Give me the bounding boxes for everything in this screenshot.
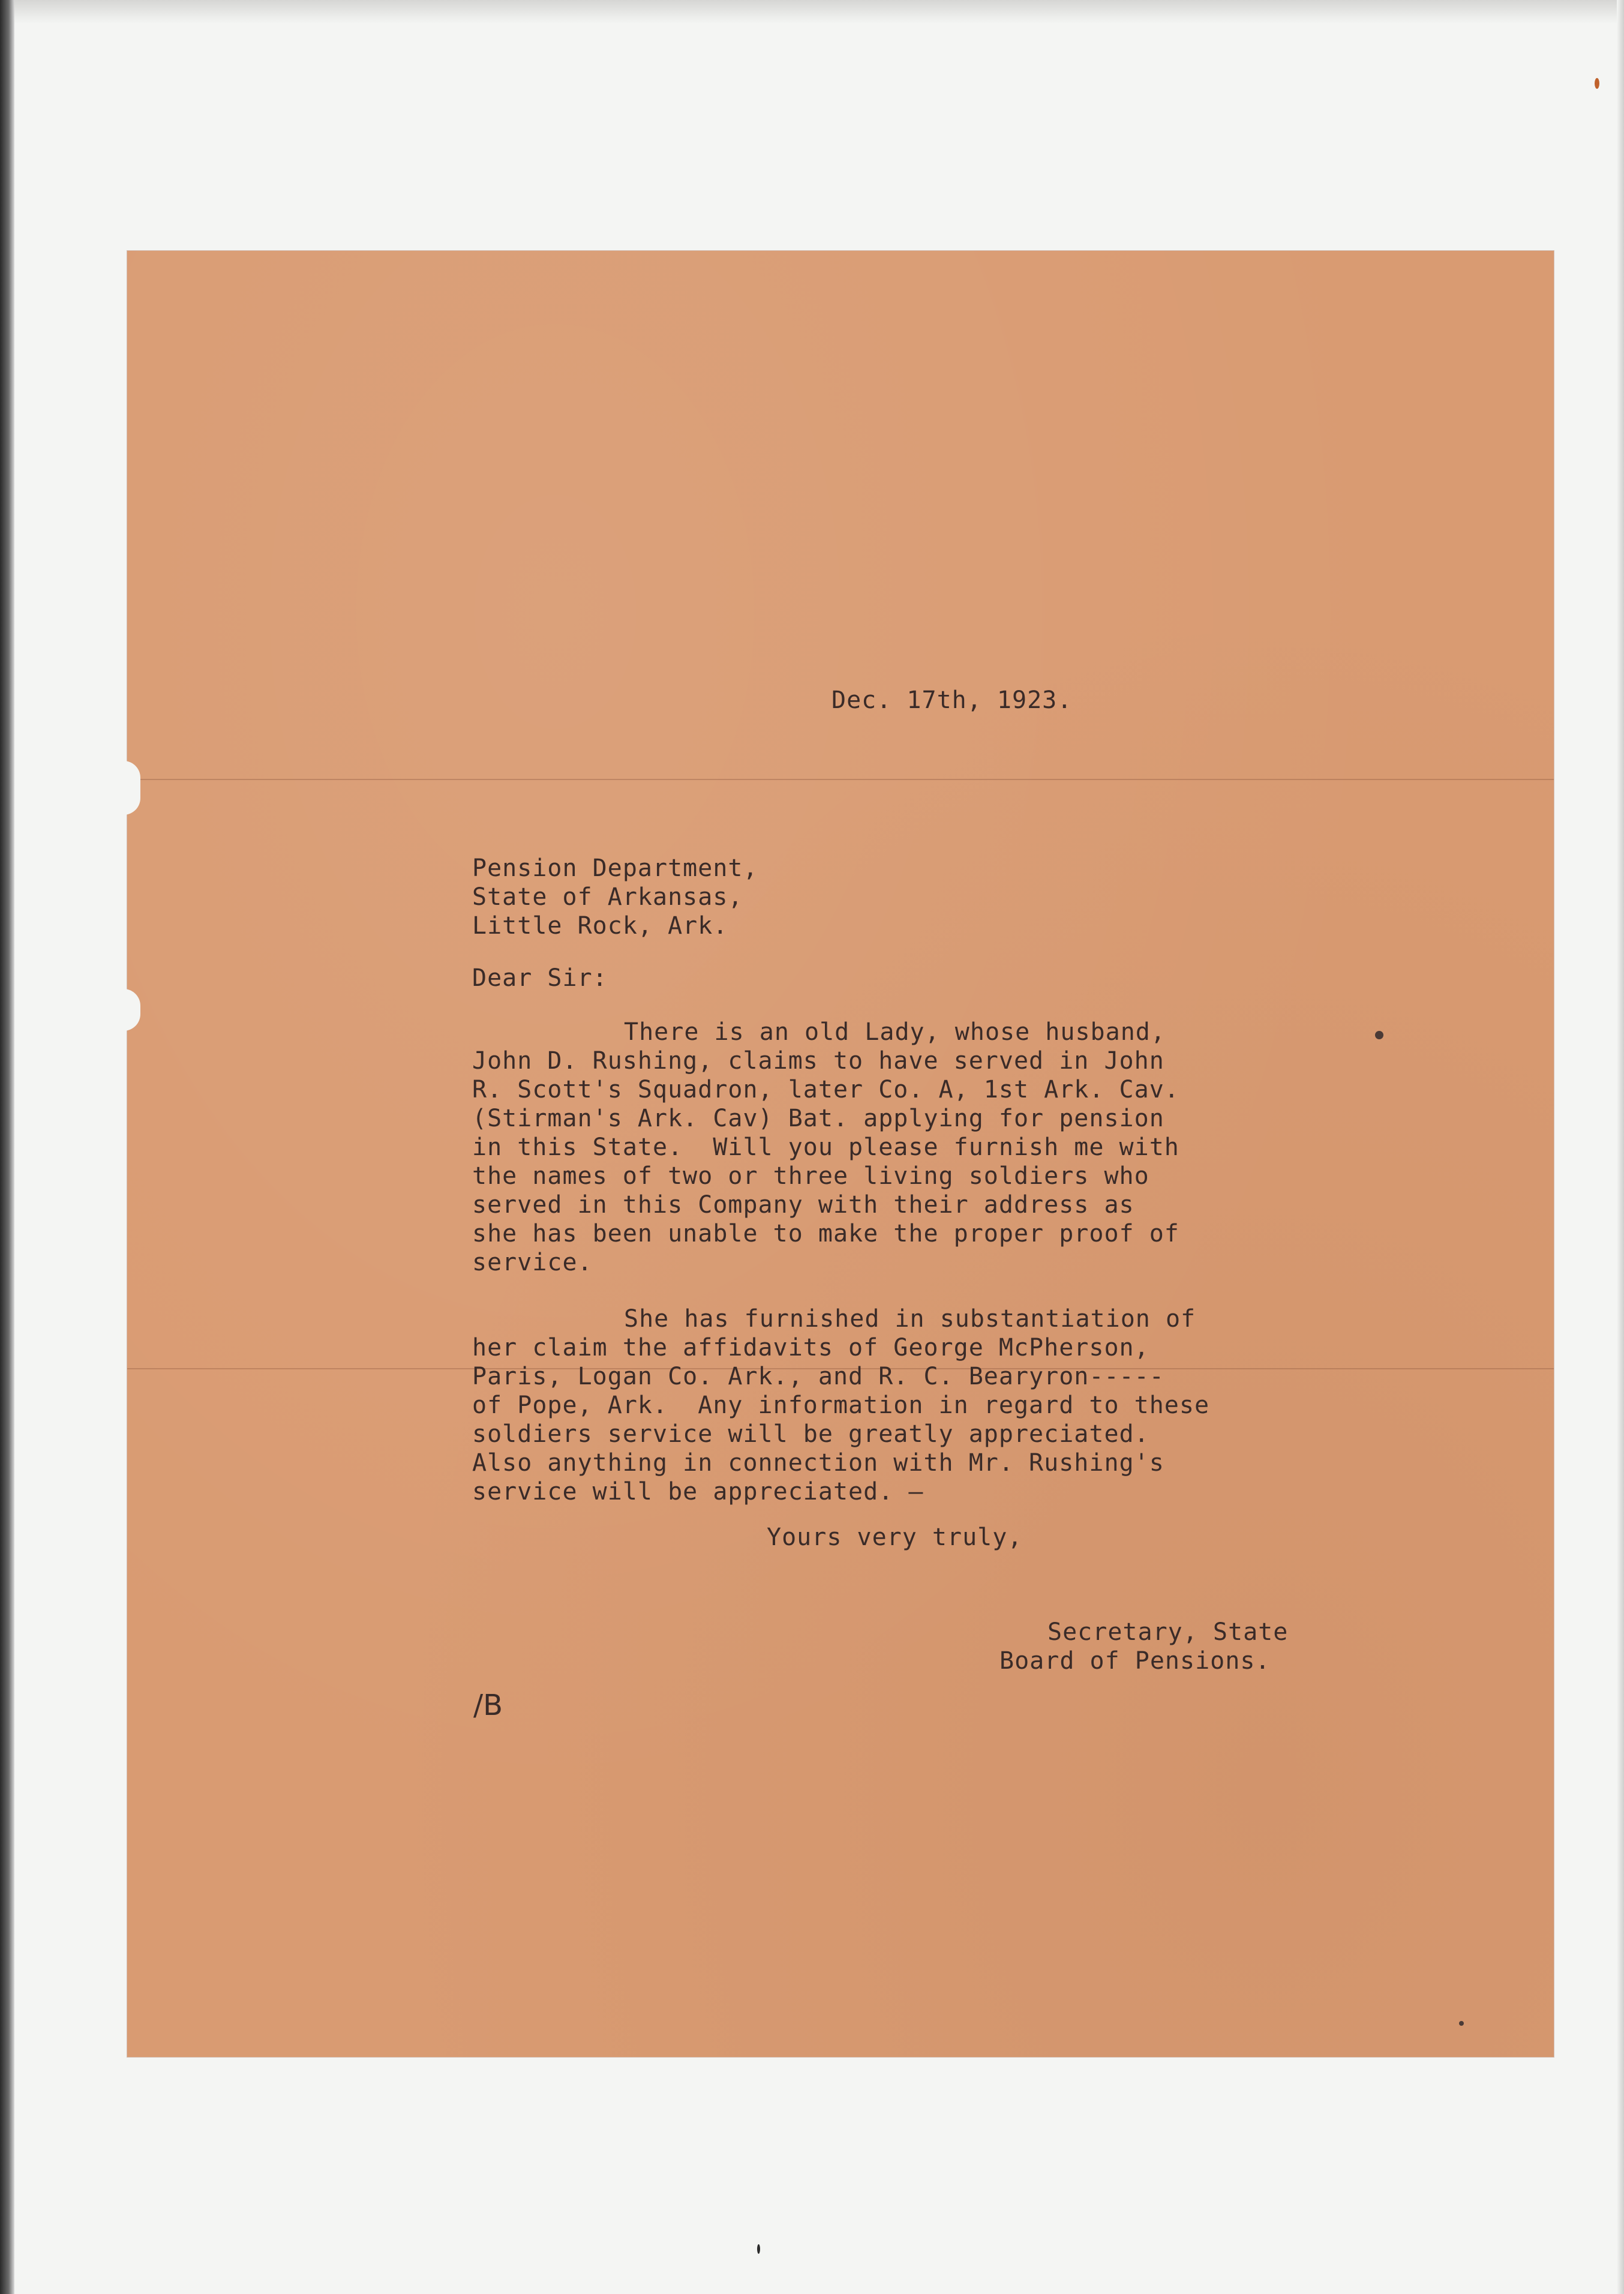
body-line: (Stirman's Ark. Cav) Bat. applying for pension [472,1105,1164,1132]
scan-top-edge [0,0,1624,24]
body-line: service. [472,1249,593,1276]
signature-line: Secretary, State [1047,1618,1289,1646]
body-line: she has been unable to make the proper proof of [472,1220,1179,1248]
body-line: Paris, Logan Co. Ark., and R. C. Bearyron----- [472,1363,1164,1390]
paper-tear [124,761,140,815]
scan-left-edge [0,0,14,2294]
body-line: soldiers service will be greatly appreciated. [472,1420,1149,1448]
scan-right-edge [1617,0,1624,2294]
paper-tear [124,989,140,1031]
body-line: of Pope, Ark. Any information in regard to these [472,1392,1210,1419]
body-line: the names of two or three living soldiers who [472,1162,1149,1190]
body-line: R. Scott's Squadron, later Co. A, 1st Ark. Cav. [472,1076,1179,1103]
body-line: service will be appreciated. — [472,1478,924,1506]
body-line: John D. Rushing, claims to have served in John [472,1047,1164,1075]
signature-line: Board of Pensions. [999,1647,1271,1675]
body-line: Also anything in connection with Mr. Rushing's [472,1449,1164,1477]
body-line: in this State. Will you please furnish me with [472,1133,1179,1161]
ink-speck [1459,2021,1464,2026]
scan-mark [1595,78,1599,89]
typist-initials: /B [473,1689,503,1722]
body-line: There is an old Lady, whose husband, [624,1018,1166,1046]
salutation: Dear Sir: [472,964,608,992]
recipient-line: Pension Department, [472,854,758,882]
recipient-line: Little Rock, Ark. [472,912,728,940]
scan-mark [757,2244,760,2254]
fold-crease-upper [127,779,1554,780]
body-line: served in this Company with their address as [472,1191,1134,1219]
body-line: her claim the affidavits of George McPherson, [472,1334,1149,1362]
ink-speck [1375,1031,1383,1039]
closing: Yours very truly, [767,1524,1023,1551]
body-line: She has furnished in substantiation of [624,1305,1196,1333]
recipient-line: State of Arkansas, [472,883,743,911]
letter-sheet [127,251,1554,2057]
letter-date: Dec. 17th, 1923. [831,686,1073,714]
